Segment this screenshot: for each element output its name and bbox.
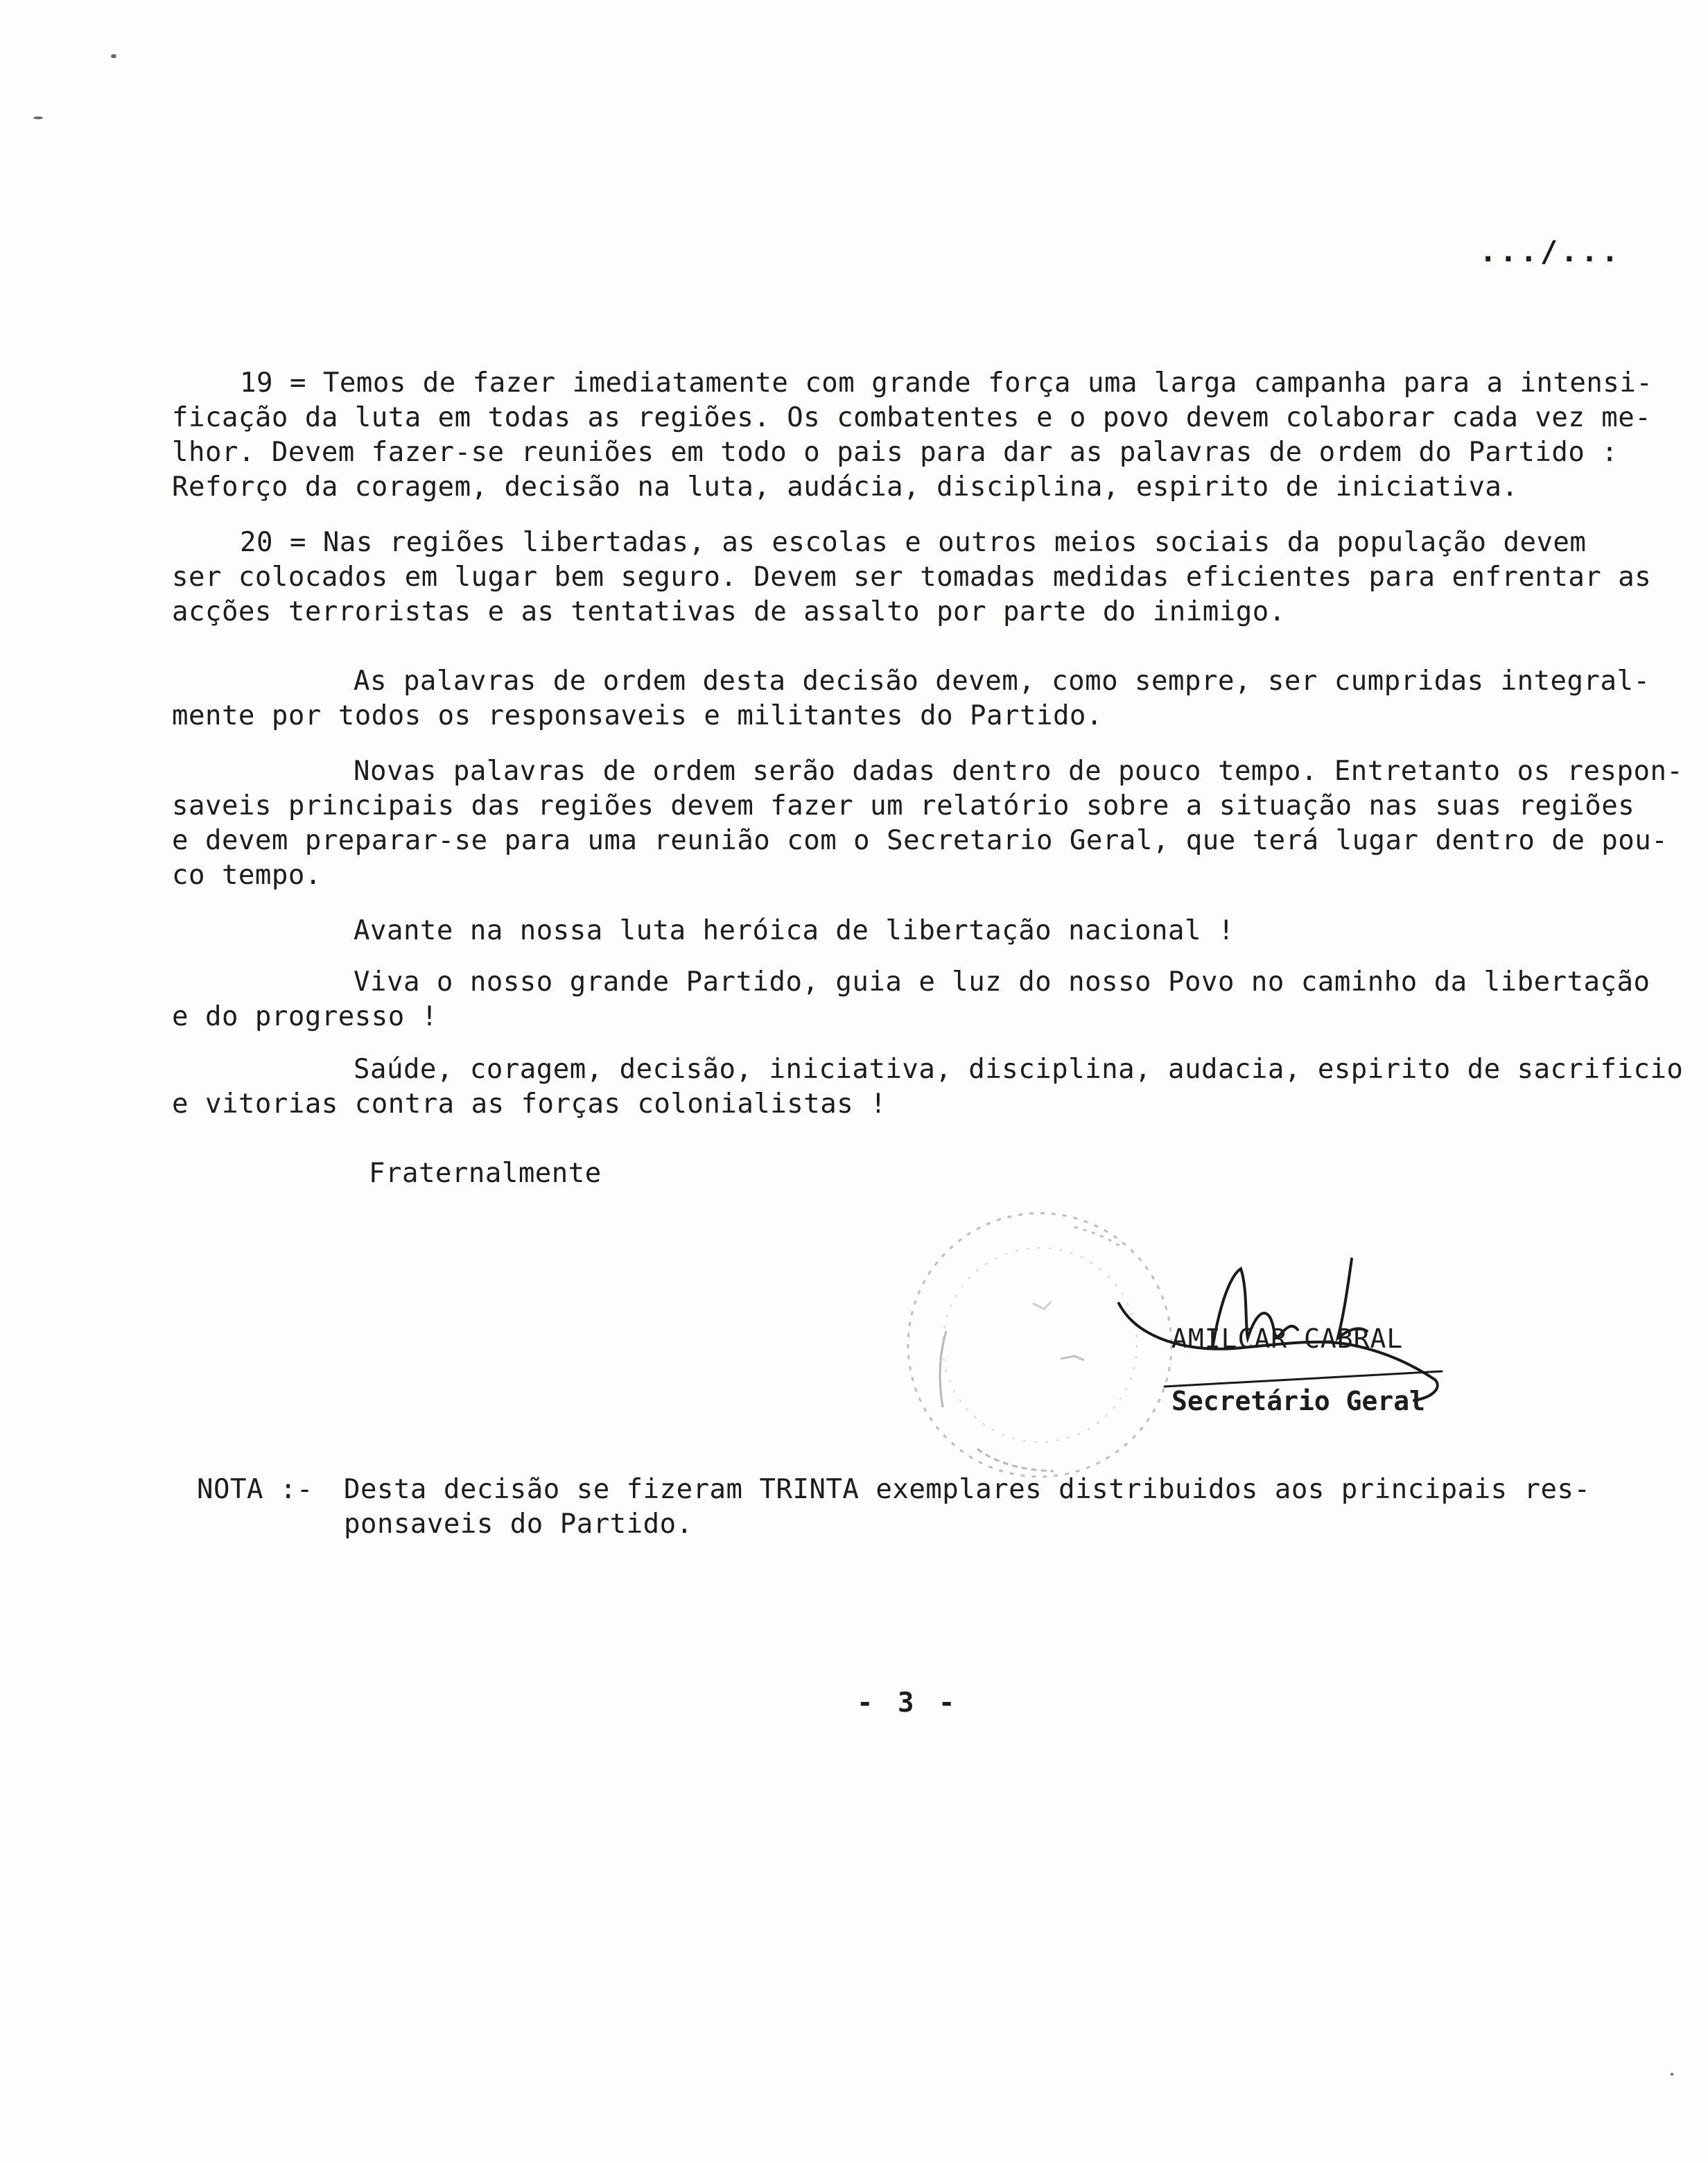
note-label: NOTA :- [197, 1474, 313, 1505]
paragraph-line: 20 = Nas regiões libertadas, as escolas e outros meios sociais da população devem [240, 527, 1587, 558]
signatory-title: Secretário Geral [1171, 1386, 1426, 1416]
paragraph-line: e do progresso ! [172, 1001, 438, 1032]
note-text [344, 1473, 1591, 1542]
scan-speck [33, 116, 43, 119]
paragraph-line: As palavras de ordem desta decisão devem, como sempre, ser cumpridas integral- [354, 666, 1650, 697]
paragraph-line: acções terroristas e as tentativas de assalto por parte do inimigo. [172, 596, 1286, 627]
scan-speck [111, 54, 116, 58]
note-line: ponsaveis do Partido. [344, 1509, 693, 1540]
scan-speck [1671, 2073, 1673, 2076]
paragraph-item-20 [172, 525, 1651, 629]
paragraph-line: lhor. Devem fazer-se reuniões em todo o pais para dar as palavras de ordem do Partido : [172, 437, 1619, 468]
paragraph-line: co tempo. [172, 860, 322, 891]
paragraph-line: mente por todos os responsaveis e militantes do Partido. [172, 700, 1103, 731]
paragraph-item-19 [172, 366, 1653, 505]
note-line: Desta decisão se fizeram TRINTA exemplares distribuidos aos principais res- [344, 1474, 1591, 1505]
paragraph-line: ficação da luta em todas as regiões. Os combatentes e o povo devem colaborar cada vez me- [172, 402, 1652, 433]
continuation-mark: .../... [1479, 234, 1622, 268]
paragraph-line: e vitorias contra as forças colonialistas ! [172, 1088, 887, 1120]
paragraph-line: Viva o nosso grande Partido, guia e luz do nosso Povo no caminho da libertação [354, 966, 1650, 998]
paragraph-line: Avante na nossa luta heróica de libertação nacional ! [354, 915, 1235, 946]
paragraph-line: Reforço da coragem, decisão na luta, audácia, disciplina, espirito de iniciativa. [172, 471, 1519, 503]
paragraph-line: ser colocados em lugar bem seguro. Devem ser tomadas medidas eficientes para enfrentar as [172, 562, 1652, 593]
paragraph-saude [172, 1052, 1683, 1122]
closing-salutation: Fraternalmente [369, 1158, 602, 1189]
page-number: - 3 - [857, 1687, 959, 1719]
signatory-name: AMILCAR CABRAL [1171, 1323, 1404, 1354]
paragraph-line: 19 = Temos de fazer imediatamente com grande força uma larga campanha para a intensi- [240, 367, 1653, 399]
paragraph-orders [172, 664, 1650, 733]
paragraph-line: Novas palavras de ordem serão dadas dentro de pouco tempo. Entretanto os respon- [354, 756, 1684, 787]
paragraph-new-orders [172, 754, 1683, 893]
paragraph-line: saveis principais das regiões devem fazer um relatório sobre a situação nas suas regiões [172, 790, 1635, 822]
paragraph-avante [172, 914, 1235, 948]
paragraph-line: e devem preparar-se para uma reunião com o Secretario Geral, que terá lugar dentro de pou- [172, 825, 1668, 856]
paragraph-viva [172, 965, 1650, 1034]
paragraph-line: Saúde, coragem, decisão, iniciativa, disciplina, audacia, espirito de sacrificio [354, 1054, 1684, 1085]
